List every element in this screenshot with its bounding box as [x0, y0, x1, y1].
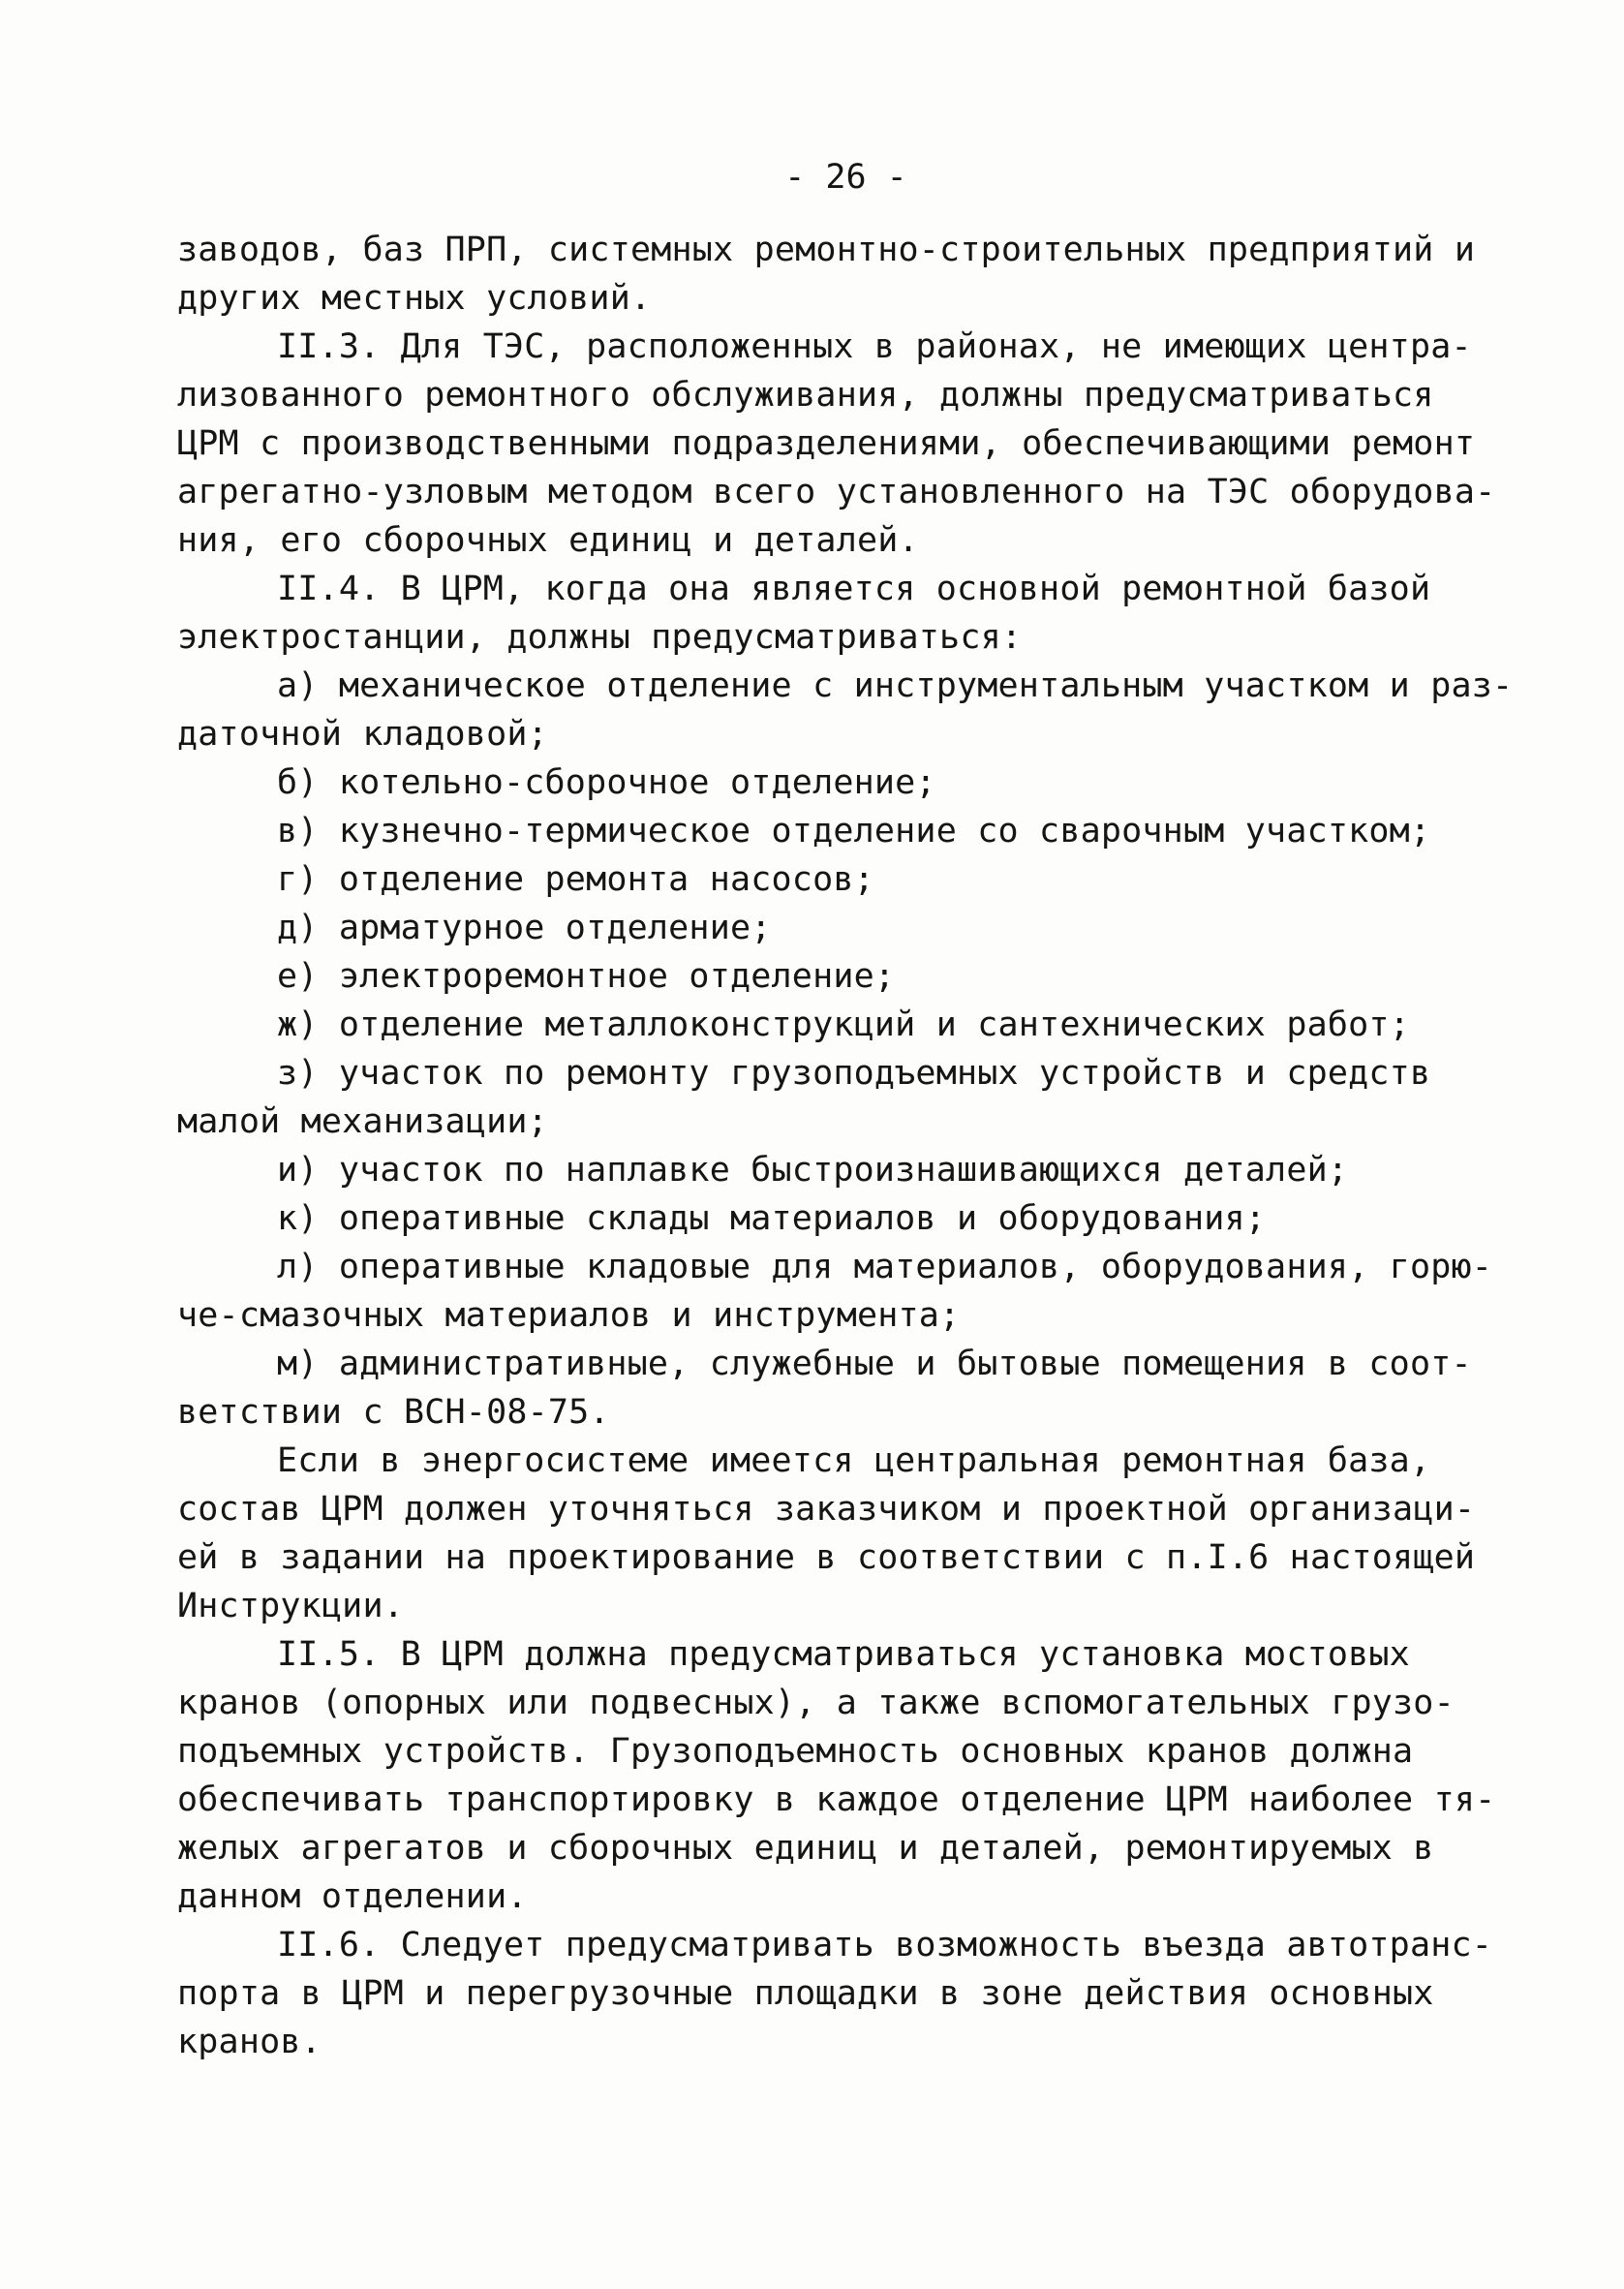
text-line: обеспечивать транспортировку в каждое отделение ЦРМ наиболее тя- — [177, 1780, 1496, 1819]
text-line: данном отделении. — [177, 1877, 528, 1916]
text-line: Инструкции. — [177, 1587, 404, 1625]
text-line: в) кузнечно-термическое отделение со сварочным участком; — [277, 812, 1431, 851]
text-line: подъемных устройств. Грузоподъемность основных кранов должна — [177, 1732, 1414, 1771]
text-line: II.5. В ЦРМ должна предусматриваться установка мостовых — [277, 1635, 1410, 1674]
text-line: ЦРМ с производственными подразделениями, обеспечивающими ремонт — [177, 424, 1476, 463]
text-line: и) участок по наплавке быстроизнашивающихся деталей; — [277, 1151, 1349, 1190]
text-line: электростанции, должны предусматриваться: — [177, 618, 1023, 657]
text-line: ветствии с ВСН-08-75. — [177, 1393, 610, 1432]
text-line: заводов, баз ПРП, системных ремонтно-строительных предприятий и — [177, 231, 1476, 269]
text-line: г) отделение ремонта насосов; — [277, 860, 874, 899]
text-line: даточной кладовой; — [177, 715, 548, 754]
text-line: состав ЦРМ должен уточняться заказчиком и проектной организаци- — [177, 1490, 1476, 1529]
text-line: д) арматурное отделение; — [277, 909, 772, 947]
text-line: желых агрегатов и сборочных единиц и деталей, ремонтируемых в — [177, 1829, 1434, 1868]
text-line: порта в ЦРМ и перегрузочные площадки в зоне действия основных — [177, 1974, 1434, 2013]
text-line: агрегатно-узловым методом всего установленного на ТЭС оборудова- — [177, 473, 1496, 511]
text-line: б) котельно-сборочное отделение; — [277, 763, 936, 802]
text-line: кранов (опорных или подвесных), а также вспомогательных грузо- — [177, 1684, 1455, 1722]
text-line: Если в энергосистеме имеется центральная ремонтная база, — [277, 1441, 1431, 1480]
text-line: е) электроремонтное отделение; — [277, 957, 896, 996]
body-text — [177, 226, 1514, 2066]
text-line: а) механическое отделение с инструментальным участком и раз- — [277, 666, 1514, 705]
page-number: - 26 - — [784, 158, 907, 197]
text-line: че-смазочных материалов и инструмента; — [177, 1296, 961, 1335]
text-line: других местных условий. — [177, 279, 652, 318]
text-line: ж) отделение металлоконструкций и сантехнических работ; — [277, 1005, 1410, 1044]
text-line: ния, его сборочных единиц и деталей. — [177, 521, 919, 560]
text-line: кранов. — [177, 2023, 322, 2061]
text-line: з) участок по ремонту грузоподъемных устройств и средств — [277, 1054, 1431, 1093]
text-line: II.3. Для ТЭС, расположенных в районах, не имеющих центра- — [277, 327, 1472, 366]
text-line: лизованного ремонтного обслуживания, должны предусматриваться — [177, 376, 1434, 415]
text-line: м) административные, служебные и бытовые помещения в соот- — [277, 1345, 1472, 1383]
text-line: к) оперативные склады материалов и оборудования; — [277, 1199, 1267, 1238]
text-line: II.4. В ЦРМ, когда она является основной ремонтной базой — [277, 570, 1431, 608]
text-line: л) оперативные кладовые для материалов, оборудования, горю- — [277, 1248, 1493, 1286]
text-line: II.6. Следует предусматривать возможность въезда автотранс- — [277, 1926, 1493, 1964]
text-line: ей в задании на проектирование в соответствии с п.I.6 настоящей — [177, 1538, 1476, 1577]
text-line: малой механизации; — [177, 1102, 548, 1141]
